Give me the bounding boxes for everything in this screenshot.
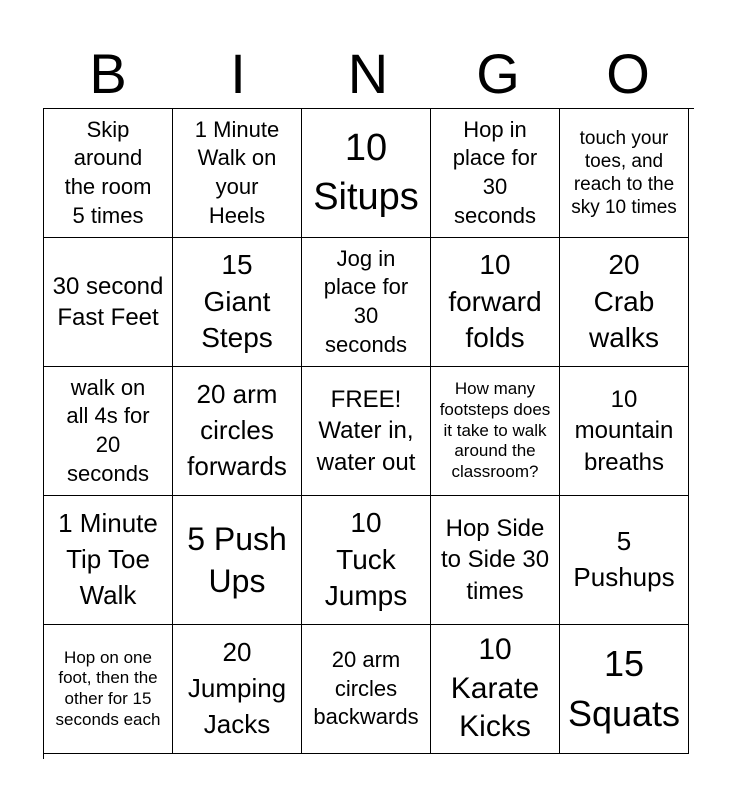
bingo-cell [560,367,689,496]
bingo-cell [560,496,689,625]
cell-text: 30 second Fast Feet [52,272,164,331]
cell-text: 1 Minute Walk on your Heels [194,116,280,228]
header-letter-b: B [89,42,127,105]
bingo-cell [44,496,173,625]
cell-text: Skip around the room 5 times [64,116,152,228]
cell-text: 10 forward folds [448,248,542,354]
bingo-cell [44,625,173,754]
bingo-cell [44,109,173,238]
cell-text: Hop Side to Side 30 times [440,515,550,605]
bingo-cell [302,625,431,754]
bingo-cell [44,238,173,367]
bingo-cell [431,496,560,625]
cell-text: How many footsteps does it take to walk around the classroom? [439,379,551,482]
cell-text: 20 arm circles backwards [313,647,419,730]
bingo-grid [43,108,694,759]
bingo-cell [173,625,302,754]
bingo-cell [431,238,560,367]
bingo-cell [173,238,302,367]
bingo-header [43,40,693,108]
header-letter-n: N [347,42,389,105]
cell-text: 1 Minute Tip Toe Walk [58,508,158,610]
cell-text: 10 Situps [313,126,419,218]
bingo-cell [302,496,431,625]
header-letter-g: G [476,42,520,105]
bingo-cell [431,109,560,238]
cell-text: 10 mountain breaths [574,386,674,476]
bingo-cell [173,367,302,496]
cell-text: Hop on one foot, then the other for 15 seconds each [55,647,161,729]
bingo-cell [431,625,560,754]
cell-text: 20 Crab walks [588,248,659,354]
cell-text: 15 Giant Steps [201,248,273,354]
cell-text: 5 Pushups [573,526,675,592]
header-letter-o: O [606,42,650,105]
cell-text: 10 Tuck Jumps [324,506,408,612]
bingo-cell [44,367,173,496]
bingo-cell [173,496,302,625]
cell-text: Jog in place for 30 seconds [323,245,409,357]
cell-text: 10 Karate Kicks [450,633,540,744]
bingo-cell [560,625,689,754]
bingo-cell [302,238,431,367]
cell-text: 20 Jumping Jacks [187,637,287,739]
cell-text: walk on all 4s for 20 seconds [66,374,150,486]
bingo-cell [560,109,689,238]
header-letter-i: I [230,42,246,105]
bingo-cell [302,367,431,496]
cell-text: Hop in place for 30 seconds [452,116,538,228]
bingo-cell [173,109,302,238]
cell-text: 15 Squats [567,643,681,734]
bingo-cell [302,109,431,238]
cell-text: 20 arm circles forwards [187,379,287,481]
cell-text: 5 Push Ups [187,520,287,599]
cell-text: touch your toes, and reach to the sky 10 times [571,127,677,219]
bingo-cell [560,238,689,367]
bingo-cell [431,367,560,496]
cell-text: FREE! Water in, water out [316,386,416,476]
